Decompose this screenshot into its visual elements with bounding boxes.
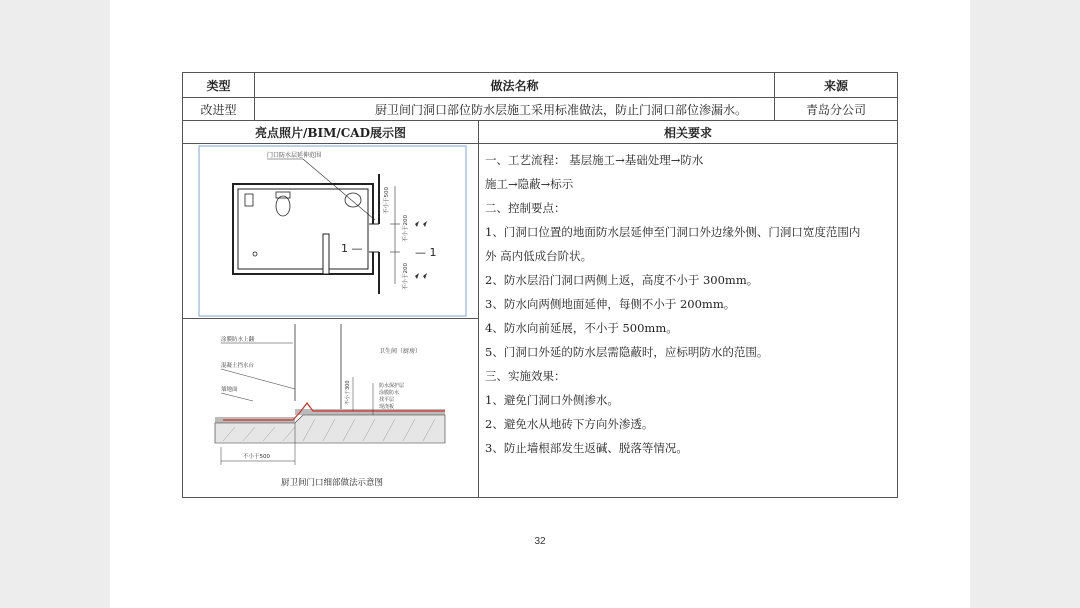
- requirements-cell: [479, 144, 898, 498]
- cell-source: 青岛分公司: [775, 98, 898, 121]
- plan-dim-mid: 不小于200: [403, 215, 409, 242]
- header-source: 来源: [775, 73, 898, 98]
- data-row: [183, 98, 898, 121]
- requirement-line: 2、防水层沿门洞口两侧上返，高度不小于 300mm。: [485, 273, 759, 287]
- plan-dim-low: 不小于200: [403, 263, 409, 290]
- document-page: [110, 0, 970, 608]
- header-method: 做法名称: [255, 73, 775, 98]
- requirement-line: 5、门洞口外延的防水层需隐蔽时，应标明防水的范围。: [485, 345, 769, 359]
- detail-bottom-dim: 不小于500: [243, 454, 270, 460]
- detail-layer-2: 涂膜防水: [379, 390, 400, 396]
- requirement-line: 1、门洞口位置的地面防水层延伸至门洞口外边缘外侧、门洞口宽度范围内: [485, 225, 861, 239]
- plan-room-label: 1 —: [341, 242, 363, 255]
- detail-room-label: 卫生间（厨房）: [379, 348, 422, 355]
- page-number: 32: [534, 536, 546, 547]
- image-cell: [183, 144, 479, 498]
- header-image: 亮点照片/BIM/CAD展示图: [183, 121, 479, 144]
- plan-callout-label: 门口防水层延伸范围: [267, 152, 322, 159]
- detail-layer-3: 找平层: [379, 397, 395, 403]
- requirements-list: [485, 148, 891, 460]
- header-type: 类型: [183, 73, 255, 98]
- detail-label-2: 混凝土挡水台: [221, 363, 255, 369]
- detail-caption: 厨卫间门口细部做法示意图: [281, 478, 384, 488]
- content-row: [183, 144, 898, 498]
- requirement-line: 一、工艺流程： 基层施工→基础处理→防水: [485, 153, 704, 167]
- plan-dim-top: 不小于500: [384, 187, 390, 214]
- requirement-line: 外 高内低成台阶状。: [485, 249, 593, 263]
- requirement-line: 3、防止墙根部发生返碱、脱落等情况。: [485, 441, 688, 455]
- detail-height-dim: 不小于300: [345, 380, 351, 405]
- requirement-line: 1、避免门洞口外侧渗水。: [485, 393, 619, 407]
- detail-label-3: 墙地面: [221, 387, 238, 393]
- detail-section-drawing: [183, 318, 478, 497]
- detail-label-1: 涂膜防水上翻: [221, 337, 255, 343]
- requirement-line: 4、防水向前延展，不小于 500mm。: [485, 321, 678, 335]
- requirement-line: 三、实施效果：: [485, 369, 566, 383]
- detail-layer-4: 现浇板: [379, 404, 395, 410]
- cell-method: 厨卫间门洞口部位防水层施工采用标准做法，防止门洞口部位渗漏水。: [255, 98, 775, 121]
- cell-type: 改进型: [183, 98, 255, 121]
- floor-plan-drawing: [183, 144, 478, 318]
- requirement-line: 施工→隐蔽→标示: [485, 177, 574, 191]
- requirement-line: 2、避免水从地砖下方向外渗透。: [485, 417, 654, 431]
- requirement-line: 二、控制要点：: [485, 201, 566, 215]
- requirement-line: 3、防水向两侧地面延伸，每侧不小于 200mm。: [485, 297, 736, 311]
- header-requirements: 相关要求: [479, 121, 898, 144]
- header-row: [183, 73, 898, 98]
- method-table: [182, 72, 898, 498]
- plan-section-mark: — 1: [415, 246, 437, 259]
- detail-layer-1: 防水保护层: [379, 383, 405, 389]
- section-header-row: [183, 121, 898, 144]
